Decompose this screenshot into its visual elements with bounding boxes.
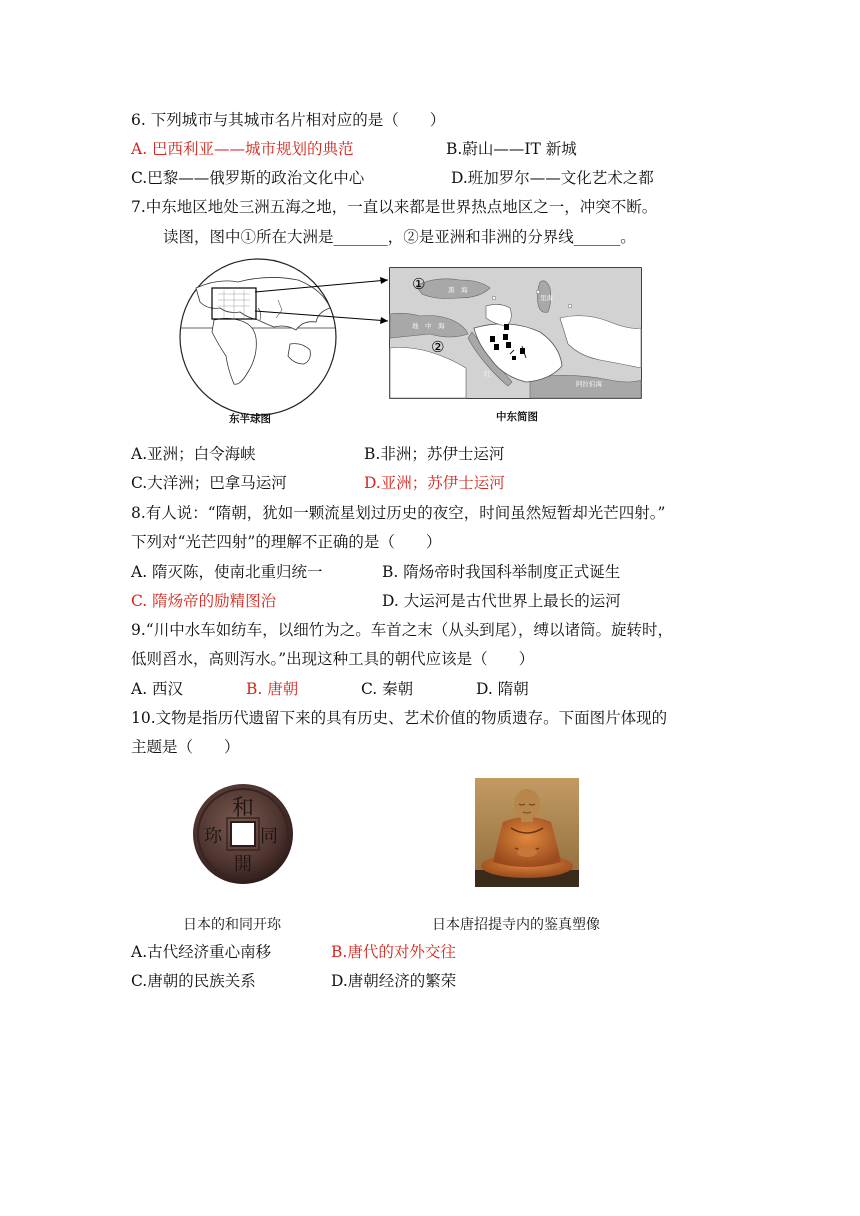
q6-option-b: B.蔚山——IT 新城 (446, 140, 577, 158)
globe-map-caption: 东半球图 (229, 413, 271, 425)
q6-stem: 6. 下列城市与其城市名片相对应的是（ ） (131, 111, 446, 129)
jianzhen-statue-image (475, 778, 579, 887)
q10-option-c: C.唐朝的民族关系 (131, 972, 256, 990)
q6-option-a: A. 巴西利亚——城市规划的典范 (131, 140, 354, 158)
q7-stem: 7.中东地区地处三洲五海之地，一直以来都是世界热点地区之一，冲突不断。 (131, 198, 658, 216)
black-sea-label: 黑 海 (448, 286, 468, 294)
q9-option-b: B. 唐朝 (246, 680, 299, 698)
marker-1: ① (412, 275, 426, 293)
coin-char-top: 和 (232, 796, 255, 821)
q9-option-a: A. 西汉 (131, 680, 184, 698)
coin-char-bottom: 開 (234, 854, 252, 875)
q10-option-b: B.唐代的对外交往 (331, 943, 456, 961)
red-sea-label: 红 (484, 370, 491, 378)
q6-option-d: D.班加罗尔——文化艺术之都 (451, 169, 654, 187)
middle-east-map (390, 268, 641, 398)
q9-stem-2: 低则舀水，高则泻水。”出现这种工具的朝代应该是（ ） (131, 650, 535, 668)
q10-option-d: D.唐朝经济的繁荣 (331, 972, 457, 990)
statue-caption: 日本唐招提寺内的鉴真塑像 (432, 917, 600, 933)
map-connector-arrows (255, 279, 395, 334)
q8-option-b: B. 隋炀帝时我国科举制度正式诞生 (382, 563, 621, 581)
coin-char-left: 珎 (204, 826, 222, 847)
q7-stem-2: 读图，图中①所在大洲是_______，②是亚洲和非洲的分界线______。 (163, 228, 636, 246)
q9-stem: 9.“川中水车如纺车，以细竹为之。车首之末（从头到尾），缚以诸筒。旋转时， (131, 621, 673, 639)
wado-kaichin-coin-image (191, 782, 295, 886)
q8-option-c: C. 隋炀帝的励精图治 (131, 592, 277, 610)
q7-option-d: D.亚洲；苏伊士运河 (364, 474, 505, 492)
coin-caption: 日本的和同开珎 (183, 917, 281, 933)
marker-2: ② (431, 338, 445, 356)
q8-stem: 8.有人说：“隋朝，犹如一颗流星划过历史的夜空，时间虽然短暂却光芒四射。” (131, 504, 666, 522)
q6-option-c: C.巴黎——俄罗斯的政治文化中心 (131, 169, 365, 187)
q10-option-a: A.古代经济重心南移 (131, 943, 272, 961)
arabian-sea-label: 阿拉伯海 (576, 380, 602, 388)
q9-option-c: C. 秦朝 (361, 680, 414, 698)
q7-option-b: B.非洲；苏伊士运河 (364, 445, 505, 463)
q10-stem-2: 主题是（ ） (131, 738, 240, 756)
q8-option-a: A. 隋灭陈，使南北重归统一 (131, 563, 323, 581)
q10-stem: 10.文物是指历代遗留下来的具有历史、艺术价值的物质遗存。下面图片体现的 (131, 709, 668, 727)
mediterranean-label: 地 中 海 (412, 322, 445, 330)
middle-east-map-caption: 中东简图 (496, 411, 538, 423)
q9-option-d: D. 隋朝 (476, 680, 529, 698)
caspian-sea-label: 里海 (540, 294, 553, 302)
q8-stem-2: 下列对“光芒四射”的理解不正确的是（ ） (131, 533, 442, 551)
q7-option-a: A.亚洲；白令海峡 (131, 445, 256, 463)
q8-option-d: D. 大运河是古代世界上最长的运河 (382, 592, 621, 610)
q7-option-c: C.大洋洲；巴拿马运河 (131, 474, 287, 492)
coin-char-right: 同 (260, 826, 278, 847)
